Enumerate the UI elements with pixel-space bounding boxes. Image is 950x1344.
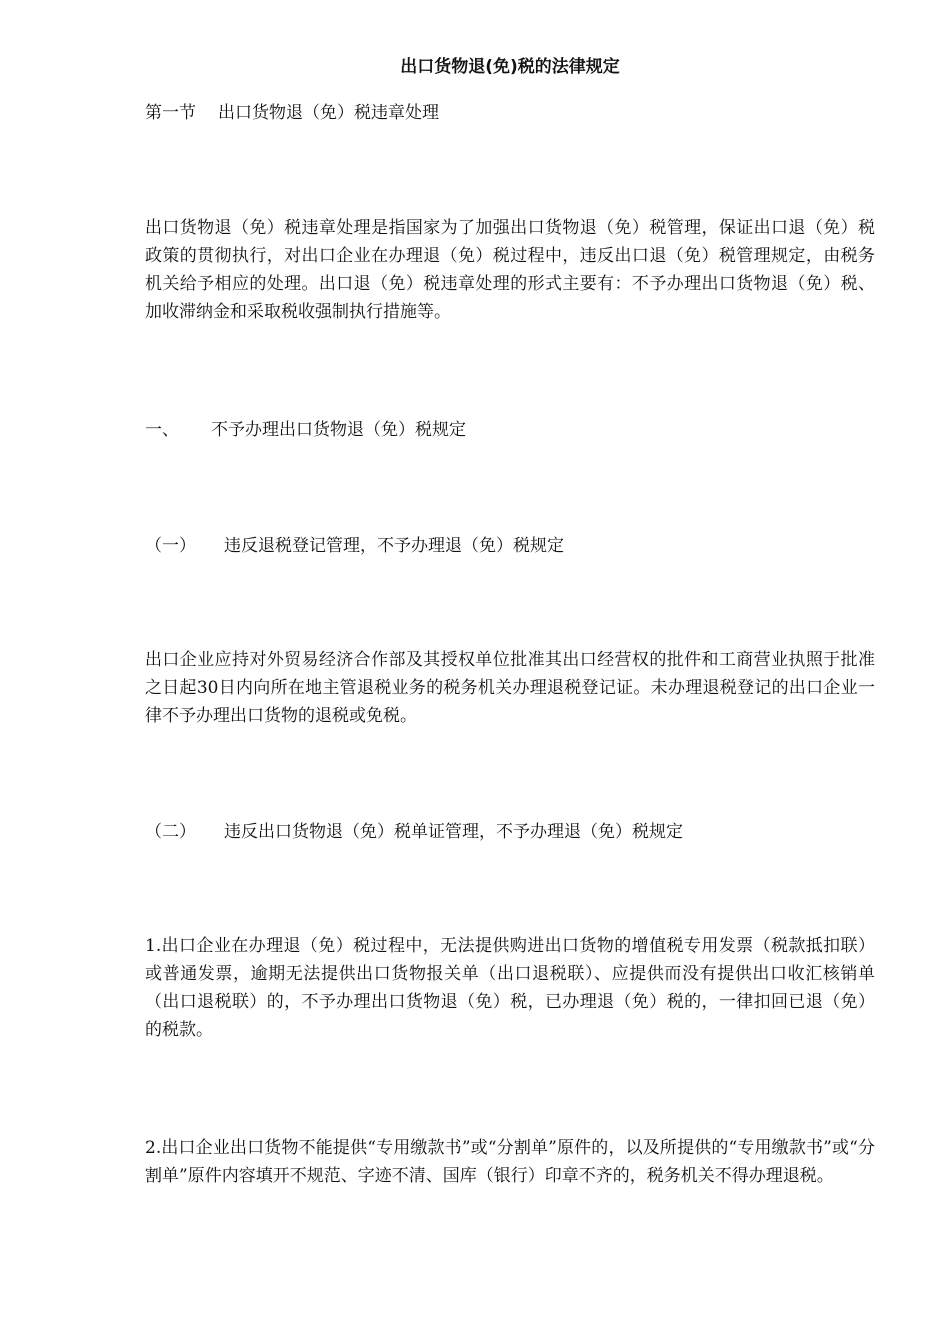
subsection-title-2: 违反出口货物退（免）税单证管理，不予办理退（免）税规定 — [224, 822, 683, 842]
intro-paragraph: 出口货物退（免）税违章处理是指国家为了加强出口货物退（免）税管理，保证出口退（免）税政策的贯彻执行，对出口企业在办理退（免）税过程中，违反出口退（免）税管理规定，由税务机关给予相应的处理。出口退（免）税违章处理的形式主要有：不予办理出口货物退（免）税、加收滞纳金和采取税收强制执行措施等。 — [145, 218, 875, 322]
list-item-1: 1.出口企业在办理退（免）税过程中，无法提供购进出口货物的增值税专用发票（税款抵扣联）或普通发票，逾期无法提供出口货物报关单（出口退税联）、应提供而没有提供出口收汇核销单（出口退税联）的，不予办理出口货物退（免）税，已办理退（免）税的，一律扣回已退（免）的税款。 — [145, 936, 875, 1040]
subsection-heading-2 — [145, 818, 875, 846]
part-heading — [145, 416, 875, 444]
part-number: 一、 — [145, 420, 179, 440]
section-title: 出口货物退（免）税违章处理 — [218, 103, 439, 123]
subsection-title-1: 违反退税登记管理，不予办理退（免）税规定 — [224, 536, 564, 556]
subsection-heading-1 — [145, 532, 875, 560]
section-label: 第一节 — [145, 103, 196, 123]
document-title: 出口货物退(免)税的法律规定 — [400, 57, 620, 77]
subsection-number-1: （一） — [145, 536, 196, 556]
list-item-2: 2.出口企业出口货物不能提供“专用缴款书”或“分割单”原件的，以及所提供的“专用缴款书”或“分割单”原件内容填开不规范、字迹不清、国库（银行）印章不齐的，税务机关不得办理退税。 — [145, 1138, 875, 1186]
subsection-number-2: （二） — [145, 822, 196, 842]
part-title: 不予办理出口货物退（免）税规定 — [211, 420, 466, 440]
subsection-body-1: 出口企业应持对外贸易经济合作部及其授权单位批准其出口经营权的批件和工商营业执照于批准之日起30日内向所在地主管退税业务的税务机关办理退税登记证。未办理退税登记的出口企业一律不予办理出口货物的退税或免税。 — [145, 650, 875, 726]
section-heading — [145, 99, 875, 127]
